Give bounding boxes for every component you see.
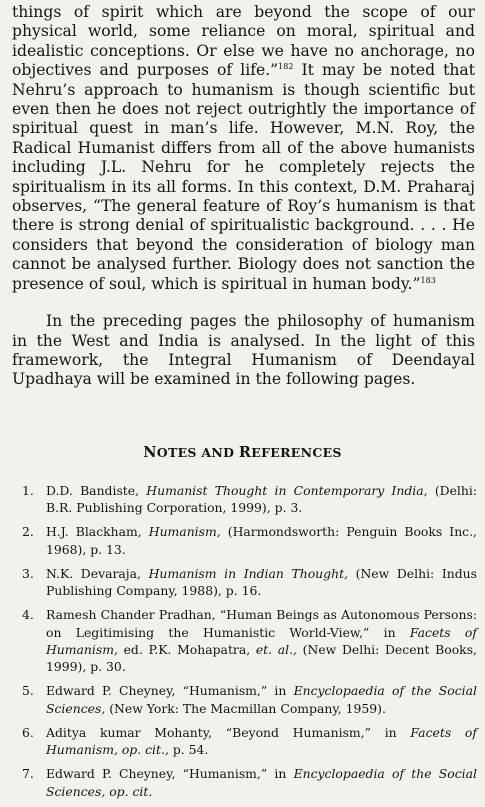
note-item: 3. N.K. Devaraja, Humanism in Indian Thought, (New Delhi: Indus Publishing Company, 1988), p. 16. <box>22 565 477 599</box>
section-heading: NOTES AND REFERENCES <box>143 444 342 461</box>
paragraph-continued: things of spirit which are beyond the scope of our physical world, some reliance on moral, spiritual and idealistic conceptions. Or else we have no anchorage, no objectives and purposes of life.”$^{182}$ It may be noted that Nehru’s approach to humanism is though scientific but even then he does not reject outrightly the importance of spiritual quest in man’s life. However, M.N. Roy, the Radical Humanist differs from all of the above humanists including J.L. Nehru for he completely rejects the spiritualism in its all forms. In this context, D.M. Praharaj observes, “The general feature of Roy’s humanism is that there is strong denial of spiritualistic background. . . . He considers that beyond the consideration of biology man cannot be analysed further. Biology does not sanction the presence of soul, which is spiritual in human body.”$^{183}$ <box>12 3 475 293</box>
note-item: 4. Ramesh Chander Pradhan, “Human Beings as Autonomous Persons: on Legitimising the Humanistic World-View,” in Facets of Humanism, ed. P.K. Mohapatra, et. al., (New Delhi: Decent Books, 1999), p. 30. <box>22 607 477 675</box>
note-item: 1. D.D. Bandiste, Humanist Thought in Contemporary India, (Delhi: B.R. Publishing Corporation, 1999), p. 3. <box>22 483 477 516</box>
note-item: 2. H.J. Blackham, Humanism, (Harmondsworth: Penguin Books Inc., 1968), p. 13. <box>22 524 477 557</box>
main-text <box>12 3 475 390</box>
note-item: 6. Aditya kumar Mohanty, “Beyond Humanism,” in Facets of Humanism, op. cit., p. 54. <box>22 724 477 758</box>
footnote-ref-182: 182 <box>278 62 294 72</box>
note-item: 7. Edward P. Cheyney, “Humanism,” in Encyclopaedia of the Social Sciences, op. cit. <box>22 766 477 799</box>
note-item: 5. Edward P. Cheyney, “Humanism,” in Encyclopaedia of the Social Sciences, (New York: The Macmillan Company, 1959). <box>22 683 477 716</box>
footnote-ref-183: 183 <box>420 275 436 285</box>
notes-list <box>22 482 477 807</box>
paragraph-conclusion: In the preceding pages the philosophy of humanism in the West and India is analysed. In the light of this framework, the Integral Humanism of Deendayal Upadhaya will be examined in the following pages. <box>12 312 475 389</box>
